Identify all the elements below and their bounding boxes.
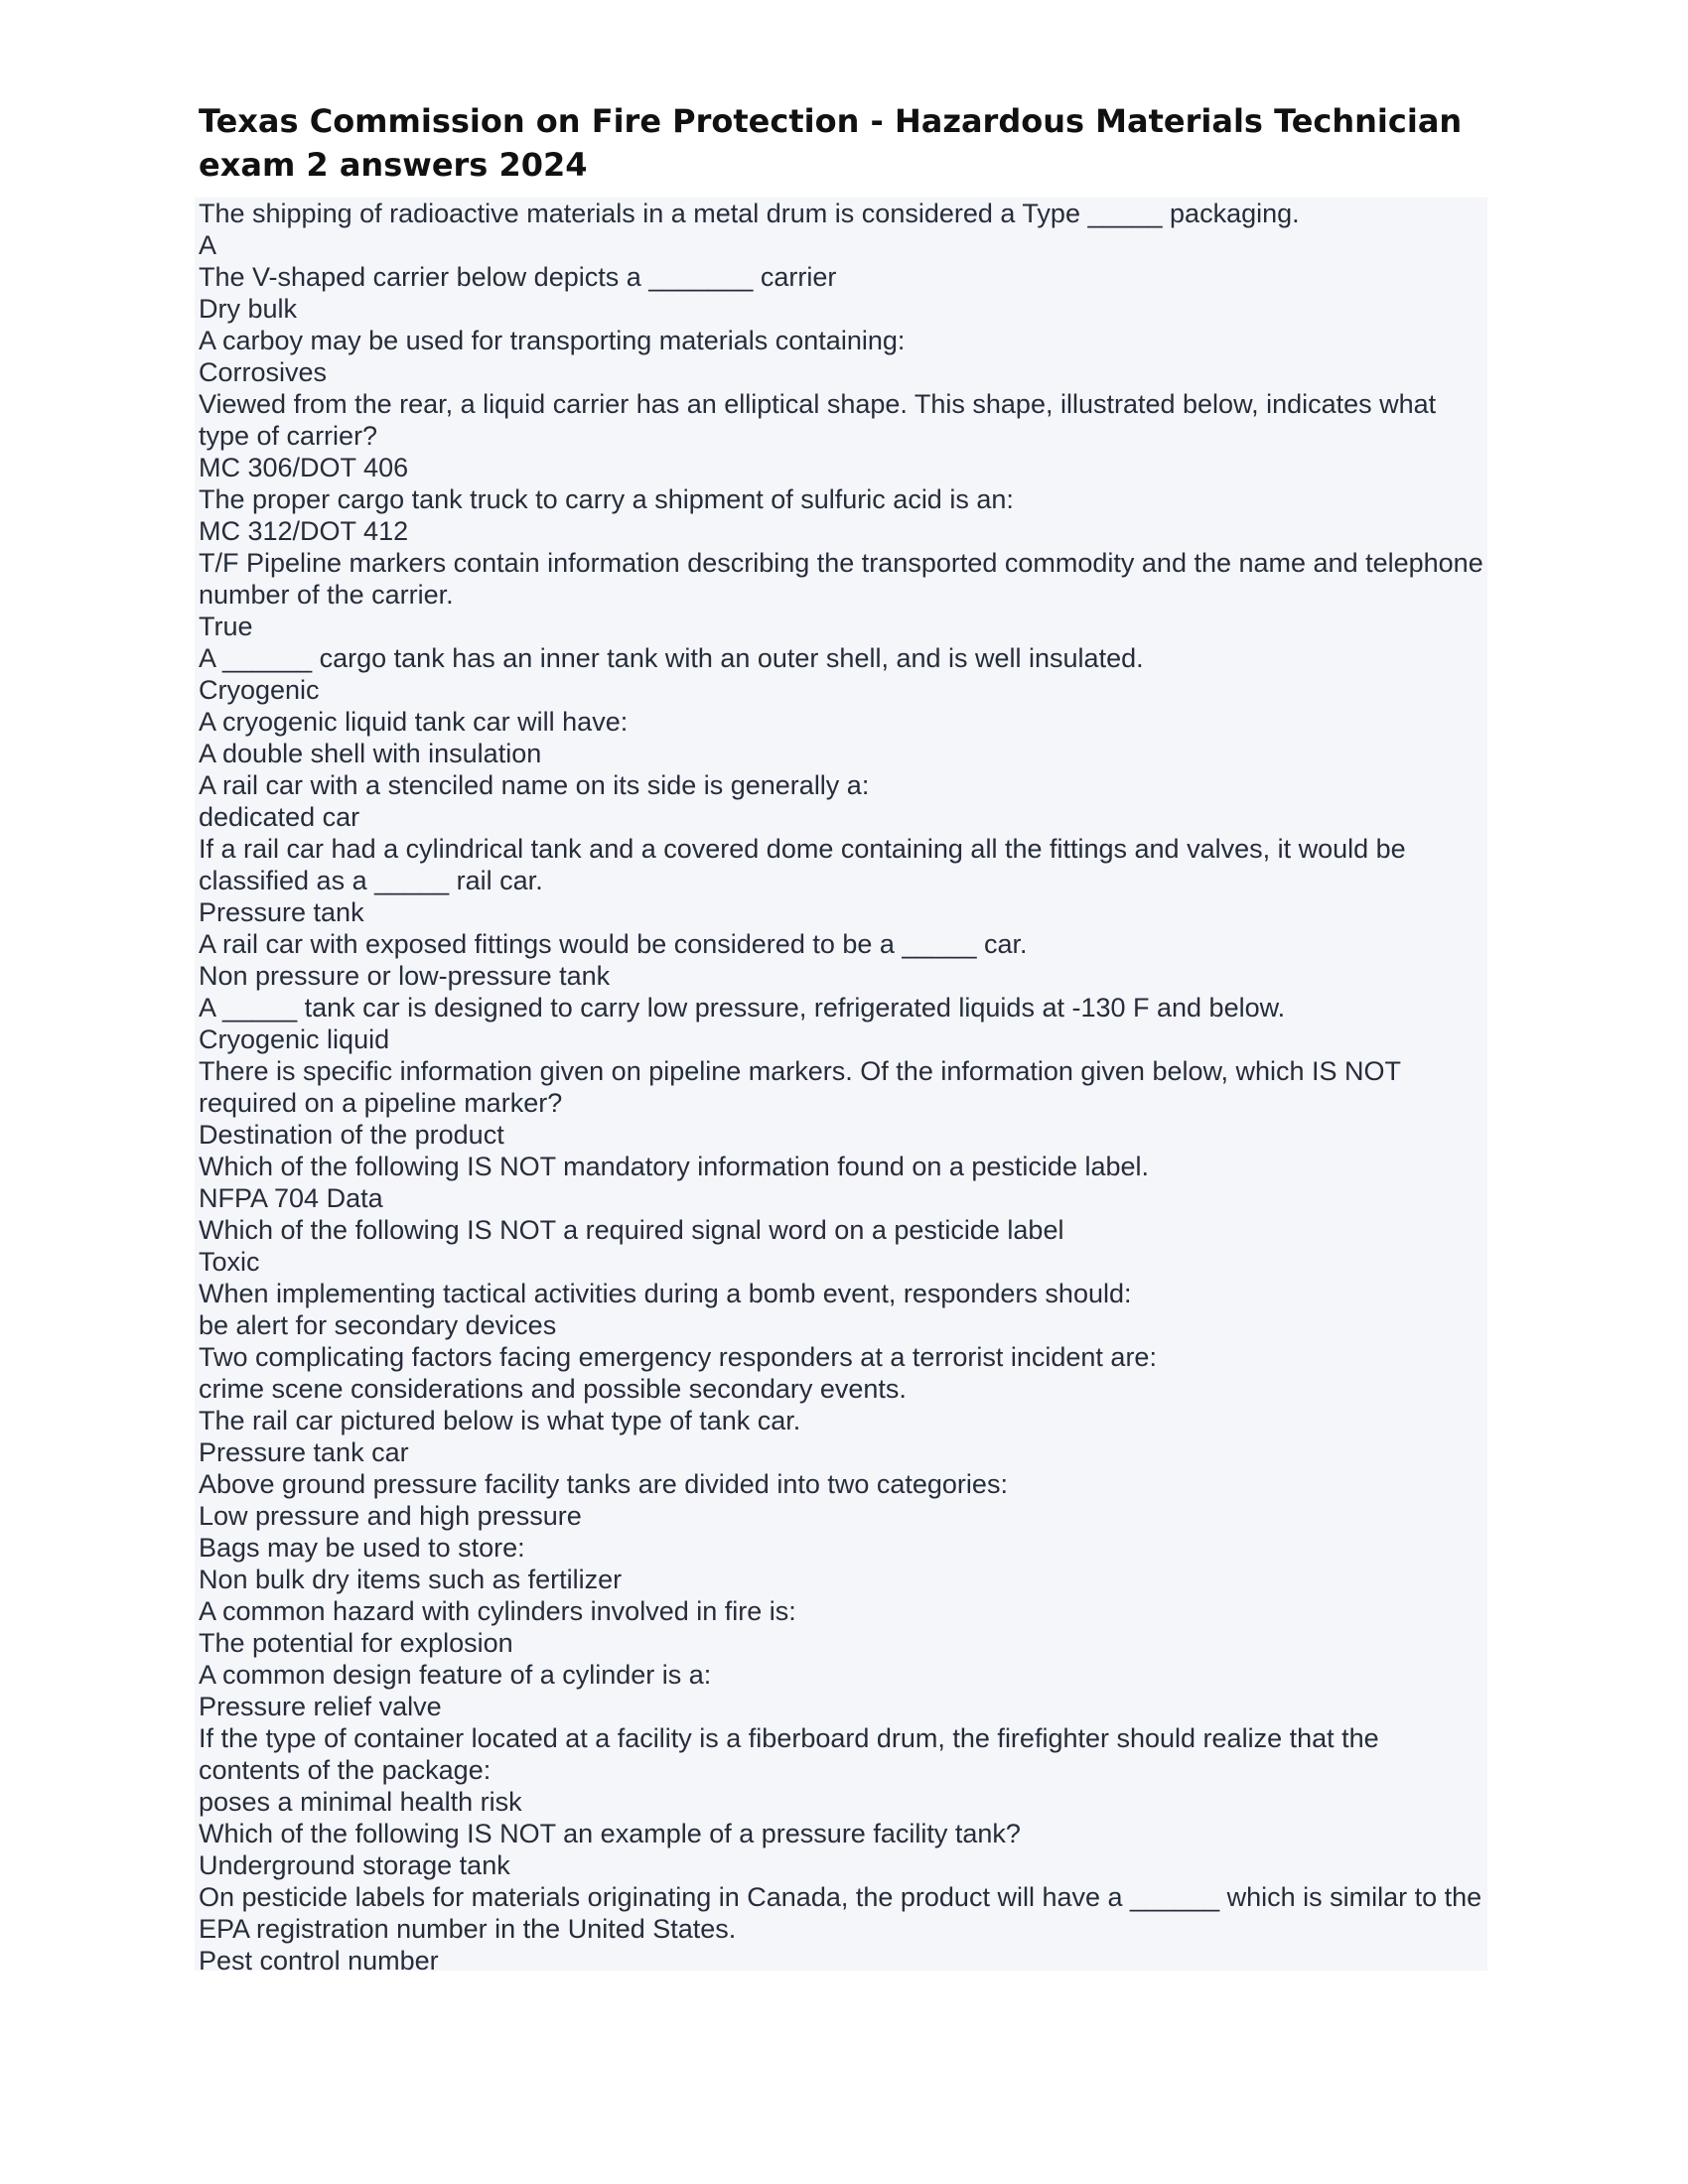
question-text: T/F Pipeline markers contain information describing the transported commodity and the name and telephone number of the carrier. <box>199 548 1483 610</box>
question-text: Which of the following IS NOT an example of a pressure facility tank? <box>199 1819 1021 1848</box>
document-title: Texas Commission on Fire Protection - Hazardous Materials Technician exam 2 answers 2024 <box>199 102 1463 184</box>
answer-text: The potential for explosion <box>199 1628 513 1658</box>
question-text: On pesticide labels for materials originating in Canada, the product will have a ______ which is similar to the EPA registration number in the United States. <box>199 1882 1482 1944</box>
question-text: The proper cargo tank truck to carry a shipment of sulfuric acid is an: <box>199 484 1014 514</box>
question-text: A common hazard with cylinders involved in fire is: <box>199 1596 796 1626</box>
answer-text: Cryogenic <box>199 675 320 705</box>
answer-text: True <box>199 612 253 641</box>
question-text: A rail car with exposed fittings would be considered to be a _____ car. <box>199 929 1028 959</box>
answer-text: Pressure tank car <box>199 1437 409 1467</box>
question-text: If the type of container located at a facility is a fiberboard drum, the firefighter should realize that the contents of the package: <box>199 1723 1379 1785</box>
question-text: A carboy may be used for transporting materials containing: <box>199 326 906 355</box>
qa-list <box>199 198 1487 1977</box>
answer-text: be alert for secondary devices <box>199 1310 557 1340</box>
answer-text: crime scene considerations and possible secondary events. <box>199 1374 907 1404</box>
question-text: Which of the following IS NOT a required signal word on a pesticide label <box>199 1215 1064 1245</box>
answer-text: Pressure tank <box>199 897 364 927</box>
answer-text: Underground storage tank <box>199 1850 510 1880</box>
question-text: The V-shaped carrier below depicts a _______ carrier <box>199 262 837 292</box>
answer-text: Pest control number <box>199 1946 439 1976</box>
question-text: A _____ tank car is designed to carry low pressure, refrigerated liquids at -130 F and below. <box>199 993 1286 1023</box>
question-text: The rail car pictured below is what type of tank car. <box>199 1406 801 1435</box>
question-text: Viewed from the rear, a liquid carrier has an elliptical shape. This shape, illustrated below, indicates what type of carrier? <box>199 389 1437 451</box>
answer-text: NFPA 704 Data <box>199 1183 383 1213</box>
question-text: If a rail car had a cylindrical tank and a covered dome containing all the fittings and valves, it would be classified as a _____ rail car. <box>199 834 1406 895</box>
question-text: A common design feature of a cylinder is a: <box>199 1660 712 1690</box>
answer-text: Corrosives <box>199 357 328 387</box>
question-text: Bags may be used to store: <box>199 1533 525 1563</box>
answer-text: MC 312/DOT 412 <box>199 516 409 546</box>
answer-text: poses a minimal health risk <box>199 1787 522 1817</box>
answer-text: Pressure relief valve <box>199 1692 442 1721</box>
question-text: The shipping of radioactive materials in a metal drum is considered a Type _____ packaging. <box>199 199 1300 228</box>
question-text: Which of the following IS NOT mandatory information found on a pesticide label. <box>199 1152 1150 1181</box>
answer-text: Dry bulk <box>199 294 298 324</box>
answer-text: Non pressure or low-pressure tank <box>199 961 611 991</box>
qa-block <box>195 198 1487 1976</box>
answer-text: Non bulk dry items such as fertilizer <box>199 1565 623 1594</box>
answer-text: dedicated car <box>199 802 360 832</box>
question-text: Above ground pressure facility tanks are divided into two categories: <box>199 1469 1008 1499</box>
answer-text: A <box>199 230 217 260</box>
question-text: A ______ cargo tank has an inner tank with an outer shell, and is well insulated. <box>199 643 1144 673</box>
answer-text: MC 306/DOT 406 <box>199 453 409 482</box>
answer-text: Low pressure and high pressure <box>199 1501 582 1531</box>
question-text: A rail car with a stenciled name on its side is generally a: <box>199 770 870 800</box>
question-text: A cryogenic liquid tank car will have: <box>199 707 629 737</box>
answer-text: A double shell with insulation <box>199 739 542 768</box>
question-text: There is specific information given on pipeline markers. Of the information given below, which IS NOT required on a pipeline marker? <box>199 1056 1401 1118</box>
question-text: When implementing tactical activities during a bomb event, responders should: <box>199 1279 1132 1308</box>
question-text: Two complicating factors facing emergency responders at a terrorist incident are: <box>199 1342 1157 1372</box>
answer-text: Cryogenic liquid <box>199 1024 390 1054</box>
answer-text: Destination of the product <box>199 1120 504 1150</box>
answer-text: Toxic <box>199 1247 260 1277</box>
